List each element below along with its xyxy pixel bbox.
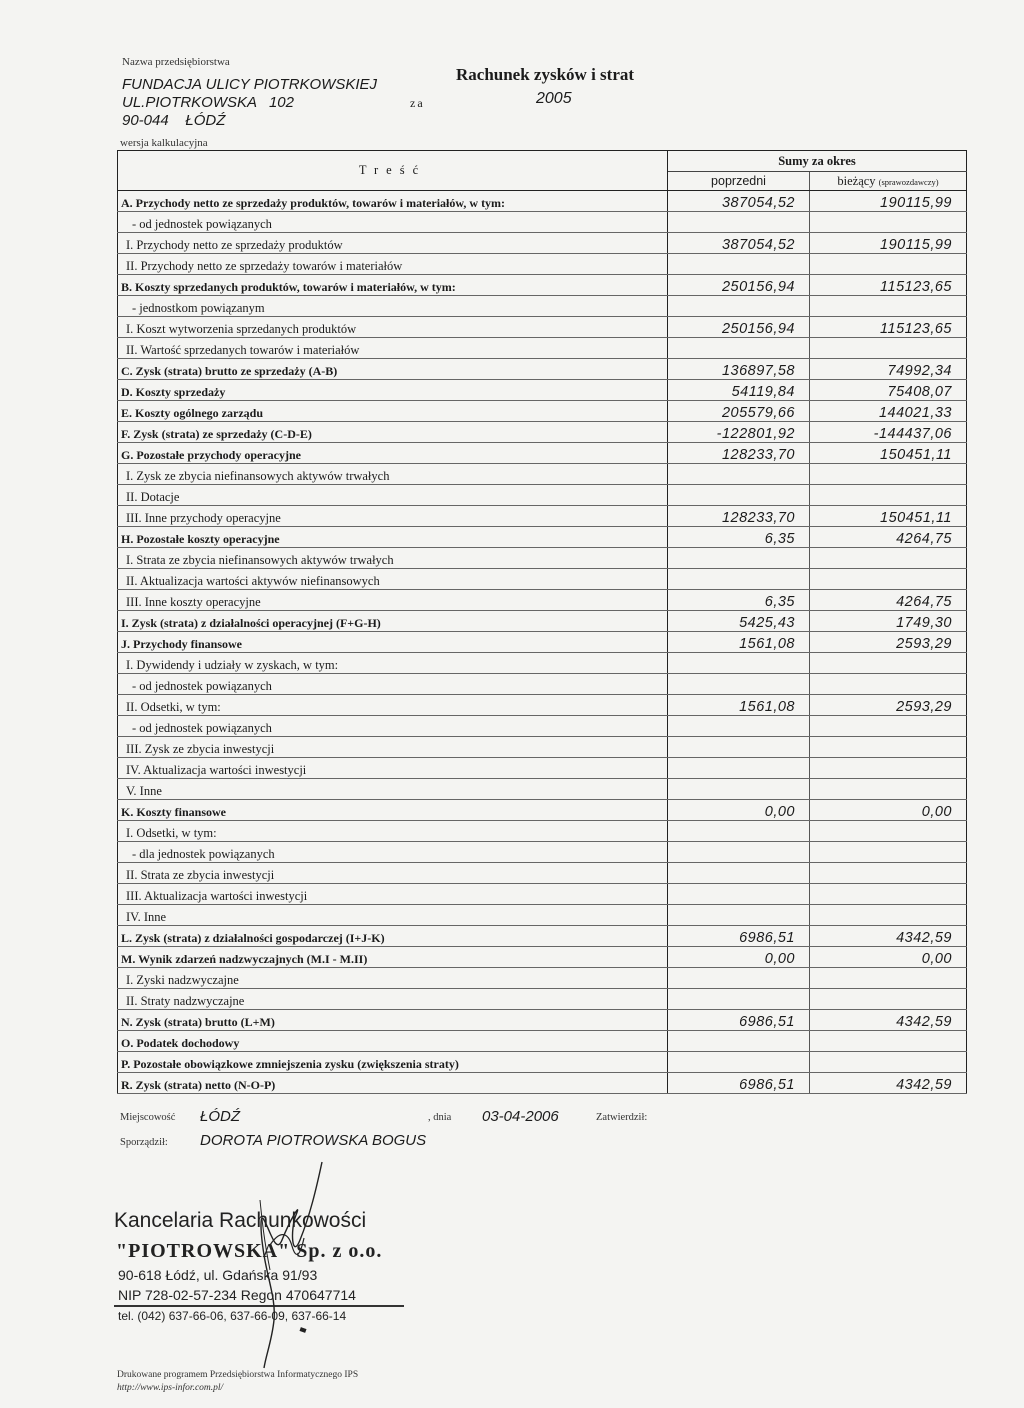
table-row <box>118 842 967 863</box>
row-value-previous <box>668 758 810 779</box>
row-label: I. Zysk (strata) z działalności operacyjnej (F+G-H) <box>118 611 668 632</box>
row-label: N. Zysk (strata) brutto (L+M) <box>118 1010 668 1031</box>
row-label: - dla jednostek powiązanych <box>118 842 668 863</box>
row-value-current: 4342,59 <box>810 1073 967 1094</box>
row-value-previous: 387054,52 <box>668 191 810 212</box>
row-value-current <box>810 548 967 569</box>
row-value-current <box>810 296 967 317</box>
row-label: R. Zysk (strata) netto (N-O-P) <box>118 1073 668 1094</box>
table-row <box>118 695 967 716</box>
row-value-current: 190115,99 <box>810 233 967 254</box>
table-row <box>118 926 967 947</box>
table-row <box>118 758 967 779</box>
column-header-previous: poprzedni <box>668 172 810 191</box>
company-city: 90-044 ŁÓDŹ <box>122 112 226 129</box>
table-row <box>118 422 967 443</box>
table-row <box>118 632 967 653</box>
row-label: P. Pozostałe obowiązkowe zmniejszenia zysku (zwiększenia straty) <box>118 1052 668 1073</box>
row-value-previous <box>668 674 810 695</box>
row-value-previous <box>668 212 810 233</box>
row-value-previous <box>668 338 810 359</box>
row-value-previous: 205579,66 <box>668 401 810 422</box>
row-label: O. Podatek dochodowy <box>118 1031 668 1052</box>
row-label: III. Inne koszty operacyjne <box>118 590 668 611</box>
row-value-previous <box>668 737 810 758</box>
row-value-current <box>810 338 967 359</box>
row-value-current <box>810 1052 967 1073</box>
table-row <box>118 1052 967 1073</box>
row-label: K. Koszty finansowe <box>118 800 668 821</box>
table-row <box>118 1010 967 1031</box>
row-value-previous <box>668 863 810 884</box>
printed-by-text: Drukowane programem Przedsiębiorstwa Informatycznego IPS <box>117 1370 359 1380</box>
period-prefix: za <box>410 96 425 110</box>
row-value-current: 74992,34 <box>810 359 967 380</box>
prepared-label: Sporządził: <box>120 1137 168 1148</box>
table-row <box>118 443 967 464</box>
row-label: II. Przychody netto ze sprzedaży towarów i materiałów <box>118 254 668 275</box>
table-row <box>118 1031 967 1052</box>
table-row <box>118 548 967 569</box>
table-row <box>118 380 967 401</box>
place-value: ŁÓDŹ <box>200 1108 241 1125</box>
row-label: - od jednostek powiązanych <box>118 716 668 737</box>
row-value-previous <box>668 842 810 863</box>
row-value-current <box>810 779 967 800</box>
table-row <box>118 506 967 527</box>
row-label: V. Inne <box>118 779 668 800</box>
table-row <box>118 212 967 233</box>
row-value-current <box>810 989 967 1010</box>
row-label: - jednostkom powiązanym <box>118 296 668 317</box>
row-label: B. Koszty sprzedanych produktów, towarów i materiałów, w tym: <box>118 275 668 296</box>
row-value-current <box>810 653 967 674</box>
table-row <box>118 401 967 422</box>
row-value-current <box>810 968 967 989</box>
table-row <box>118 947 967 968</box>
row-value-current: 75408,07 <box>810 380 967 401</box>
row-value-current <box>810 758 967 779</box>
row-value-current <box>810 821 967 842</box>
row-value-previous: 250156,94 <box>668 317 810 338</box>
row-value-previous: 1561,08 <box>668 695 810 716</box>
row-value-current: 115123,65 <box>810 317 967 338</box>
table-row <box>118 590 967 611</box>
row-value-current: 4342,59 <box>810 1010 967 1031</box>
row-label: L. Zysk (strata) z działalności gospodarczej (I+J-K) <box>118 926 668 947</box>
company-name: FUNDACJA ULICY PIOTRKOWSKIEJ <box>122 76 378 93</box>
row-label: E. Koszty ogólnego zarządu <box>118 401 668 422</box>
table-row <box>118 338 967 359</box>
row-value-previous <box>668 779 810 800</box>
row-value-current: 4264,75 <box>810 590 967 611</box>
row-label: II. Wartość sprzedanych towarów i materiałów <box>118 338 668 359</box>
column-header-current-note: (sprawozdawczy) <box>878 176 939 187</box>
row-value-previous <box>668 296 810 317</box>
date-value: 03-04-2006 <box>482 1108 559 1125</box>
row-label: H. Pozostałe koszty operacyjne <box>118 527 668 548</box>
row-label: II. Straty nadzwyczajne <box>118 989 668 1010</box>
row-label: A. Przychody netto ze sprzedaży produktów, towarów i materiałów, w tym: <box>118 191 668 212</box>
row-label: III. Zysk ze zbycia inwestycji <box>118 737 668 758</box>
row-value-current: 2593,29 <box>810 632 967 653</box>
row-value-current: 0,00 <box>810 800 967 821</box>
row-value-previous <box>668 1031 810 1052</box>
row-label: G. Pozostałe przychody operacyjne <box>118 443 668 464</box>
row-value-current <box>810 674 967 695</box>
row-value-previous: 5425,43 <box>668 611 810 632</box>
date-label: , dnia <box>428 1112 452 1123</box>
row-label: III. Aktualizacja wartości inwestycji <box>118 884 668 905</box>
row-value-current <box>810 905 967 926</box>
row-value-current <box>810 485 967 506</box>
row-value-previous: 6986,51 <box>668 1073 810 1094</box>
row-value-previous <box>668 905 810 926</box>
table-header-row <box>118 151 967 172</box>
row-value-current <box>810 716 967 737</box>
company-street: UL.PIOTRKOWSKA 102 <box>122 94 294 111</box>
row-value-current <box>810 464 967 485</box>
column-header-current-label: bieżący <box>837 173 876 188</box>
row-value-previous <box>668 821 810 842</box>
table-row <box>118 800 967 821</box>
approved-label: Zatwierdził: <box>596 1112 648 1123</box>
table-row <box>118 821 967 842</box>
row-value-previous: 128233,70 <box>668 506 810 527</box>
row-value-current: 4264,75 <box>810 527 967 548</box>
table-row <box>118 737 967 758</box>
table-row <box>118 527 967 548</box>
prepared-value: DOROTA PIOTROWSKA BOGUS <box>200 1132 427 1149</box>
row-value-previous: 6986,51 <box>668 1010 810 1031</box>
row-value-previous <box>668 569 810 590</box>
table-row <box>118 359 967 380</box>
row-value-current: 2593,29 <box>810 695 967 716</box>
row-label: M. Wynik zdarzeń nadzwyczajnych (M.I - M.II) <box>118 947 668 968</box>
printed-by-url: http://www.ips-infor.com.pl/ <box>117 1383 224 1393</box>
row-value-previous <box>668 884 810 905</box>
row-value-previous <box>668 485 810 506</box>
table-row <box>118 611 967 632</box>
report-year: 2005 <box>536 90 572 107</box>
row-value-current <box>810 1031 967 1052</box>
report-title: Rachunek zysków i strat <box>456 65 635 84</box>
table-row <box>118 464 967 485</box>
stamp-line-nip: NIP 728-02-57-234 Regon 470647714 <box>118 1287 356 1303</box>
row-value-previous: 1561,08 <box>668 632 810 653</box>
row-value-current: 150451,11 <box>810 443 967 464</box>
table-row <box>118 716 967 737</box>
company-label: Nazwa przedsiębiorstwa <box>122 56 230 68</box>
row-value-previous <box>668 716 810 737</box>
row-label: I. Zyski nadzwyczajne <box>118 968 668 989</box>
row-value-previous: 6986,51 <box>668 926 810 947</box>
row-label: II. Strata ze zbycia inwestycji <box>118 863 668 884</box>
table-row <box>118 275 967 296</box>
table-row <box>118 485 967 506</box>
row-value-current <box>810 863 967 884</box>
row-label: I. Koszt wytworzenia sprzedanych produktów <box>118 317 668 338</box>
stamp-line-name: "PIOTROWSKA" Sp. z o.o. <box>116 1240 383 1262</box>
table-row <box>118 569 967 590</box>
row-value-current <box>810 212 967 233</box>
row-value-previous <box>668 968 810 989</box>
income-statement-table <box>117 150 967 1094</box>
row-value-current <box>810 842 967 863</box>
table-row <box>118 317 967 338</box>
row-label: IV. Aktualizacja wartości inwestycji <box>118 758 668 779</box>
row-value-current: 4342,59 <box>810 926 967 947</box>
table-row <box>118 653 967 674</box>
row-value-previous <box>668 989 810 1010</box>
table-row <box>118 905 967 926</box>
row-label: II. Odsetki, w tym: <box>118 695 668 716</box>
table-row <box>118 884 967 905</box>
row-label: F. Zysk (strata) ze sprzedaży (C-D-E) <box>118 422 668 443</box>
handwritten-signature <box>230 1160 340 1370</box>
row-label: J. Przychody finansowe <box>118 632 668 653</box>
table-row <box>118 191 967 212</box>
row-label: - od jednostek powiązanych <box>118 674 668 695</box>
row-value-previous: 387054,52 <box>668 233 810 254</box>
column-header-sums: Sumy za okres <box>668 151 967 172</box>
version-label: wersja kalkulacyjna <box>120 137 208 149</box>
row-value-previous: 0,00 <box>668 800 810 821</box>
row-value-previous: 0,00 <box>668 947 810 968</box>
row-label: III. Inne przychody operacyjne <box>118 506 668 527</box>
row-label: I. Strata ze zbycia niefinansowych aktywów trwałych <box>118 548 668 569</box>
row-value-previous: 6,35 <box>668 590 810 611</box>
row-label: II. Aktualizacja wartości aktywów niefinansowych <box>118 569 668 590</box>
table-row <box>118 1073 967 1094</box>
row-label: C. Zysk (strata) brutto ze sprzedaży (A-B) <box>118 359 668 380</box>
table-row <box>118 233 967 254</box>
row-value-current: 115123,65 <box>810 275 967 296</box>
row-value-previous: 54119,84 <box>668 380 810 401</box>
row-value-current: -144437,06 <box>810 422 967 443</box>
row-value-current <box>810 254 967 275</box>
row-label: IV. Inne <box>118 905 668 926</box>
row-label: I. Przychody netto ze sprzedaży produktów <box>118 233 668 254</box>
row-label: I. Dywidendy i udziały w zyskach, w tym: <box>118 653 668 674</box>
row-value-current: 0,00 <box>810 947 967 968</box>
row-value-current <box>810 569 967 590</box>
table-row <box>118 674 967 695</box>
row-value-previous <box>668 1052 810 1073</box>
table-row <box>118 254 967 275</box>
row-value-current: 190115,99 <box>810 191 967 212</box>
row-value-previous <box>668 254 810 275</box>
row-label: - od jednostek powiązanych <box>118 212 668 233</box>
table-row <box>118 296 967 317</box>
table-row <box>118 863 967 884</box>
stamp-line-phone: tel. (042) 637-66-06, 637-66-09, 637-66-14 <box>118 1309 347 1323</box>
row-label: I. Zysk ze zbycia niefinansowych aktywów trwałych <box>118 464 668 485</box>
row-label: D. Koszty sprzedaży <box>118 380 668 401</box>
row-value-previous: -122801,92 <box>668 422 810 443</box>
row-value-current <box>810 737 967 758</box>
row-value-previous <box>668 464 810 485</box>
table-row <box>118 968 967 989</box>
row-value-current: 150451,11 <box>810 506 967 527</box>
row-value-previous <box>668 548 810 569</box>
row-label: I. Odsetki, w tym: <box>118 821 668 842</box>
column-header-tresc: Treść <box>118 151 668 191</box>
stamp-line-office: Kancelaria Rachunkowości <box>114 1209 367 1232</box>
row-value-previous: 250156,94 <box>668 275 810 296</box>
row-value-previous: 136897,58 <box>668 359 810 380</box>
column-header-current <box>810 172 967 191</box>
row-value-current: 1749,30 <box>810 611 967 632</box>
row-value-previous <box>668 653 810 674</box>
row-label: II. Dotacje <box>118 485 668 506</box>
row-value-previous: 128233,70 <box>668 443 810 464</box>
table-row <box>118 779 967 800</box>
row-value-previous: 6,35 <box>668 527 810 548</box>
row-value-current: 144021,33 <box>810 401 967 422</box>
stamp-line-address: 90-618 Łódź, ul. Gdańska 91/93 <box>118 1267 318 1283</box>
table-row <box>118 989 967 1010</box>
place-label: Miejscowość <box>120 1112 176 1123</box>
row-value-current <box>810 884 967 905</box>
